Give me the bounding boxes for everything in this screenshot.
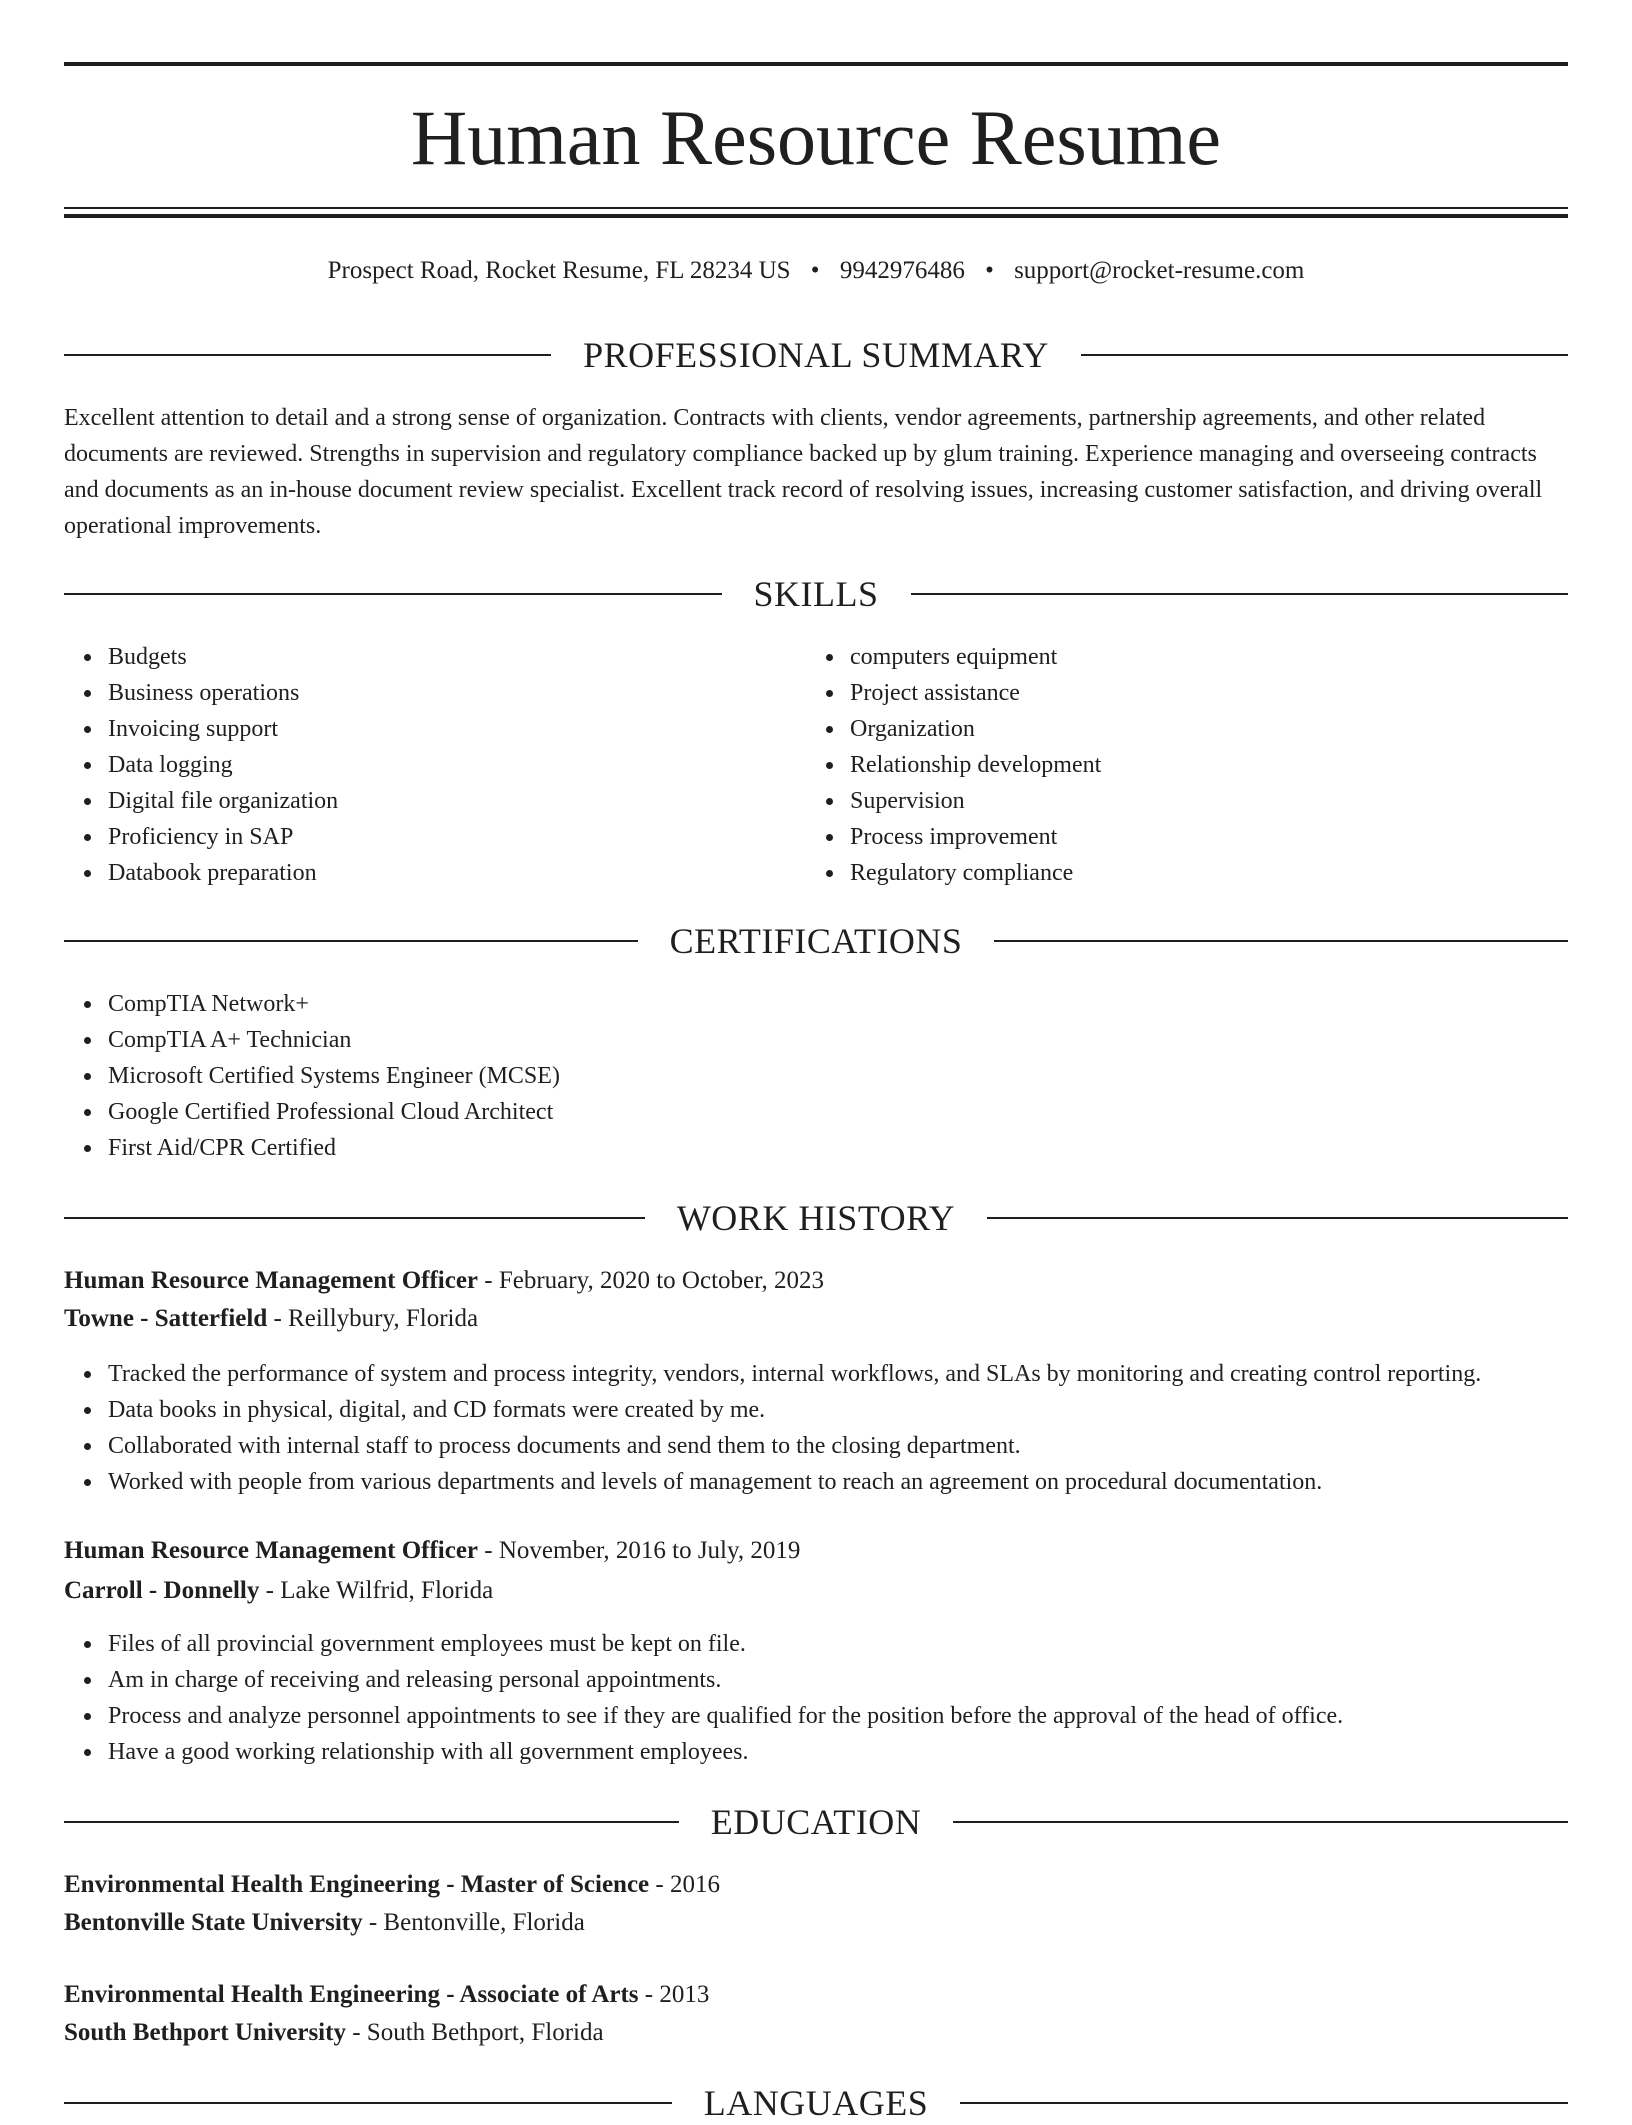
heading-divider bbox=[1081, 354, 1568, 356]
education-year: - 2013 bbox=[638, 1981, 710, 2008]
skill-item: Supervision bbox=[850, 783, 1101, 819]
heading-divider bbox=[64, 1217, 645, 1219]
job-title: Human Resource Management Officer bbox=[64, 1537, 479, 1564]
job-location: - Lake Wilfrid, Florida bbox=[259, 1577, 494, 1604]
heading-divider bbox=[64, 1821, 679, 1823]
contact-separator: • bbox=[810, 257, 820, 284]
certification-item: CompTIA A+ Technician bbox=[108, 1022, 560, 1058]
section-title: EDUCATION bbox=[710, 1802, 922, 1842]
skill-item: Budgets bbox=[108, 639, 338, 675]
job-company: Towne - Satterfield bbox=[64, 1305, 268, 1332]
job-dates: - February, 2020 to October, 2023 bbox=[478, 1267, 824, 1294]
education-school-line bbox=[64, 1904, 1568, 1942]
section-title: LANGUAGES bbox=[703, 2083, 929, 2123]
heading-divider bbox=[987, 1217, 1568, 1219]
heading-divider bbox=[911, 593, 1569, 595]
section-title: WORK HISTORY bbox=[676, 1198, 956, 1238]
contact-email: support@rocket-resume.com bbox=[1014, 257, 1305, 284]
contact-separator: • bbox=[985, 257, 994, 284]
section-heading-languages bbox=[64, 2081, 1568, 2125]
skill-item: Invoicing support bbox=[108, 711, 338, 747]
top-rule bbox=[64, 62, 1568, 66]
title-underline-upper bbox=[64, 207, 1568, 209]
section-heading-summary bbox=[64, 333, 1568, 377]
skill-item: Databook preparation bbox=[108, 855, 338, 891]
job-title-line bbox=[64, 1532, 1568, 1570]
education-degree: Environmental Health Engineering - Master of Science bbox=[64, 1871, 650, 1898]
education-degree: Environmental Health Engineering - Associate of Arts bbox=[64, 1981, 639, 2008]
section-title: PROFESSIONAL SUMMARY bbox=[583, 335, 1049, 375]
job-duty-item: Files of all provincial government employees must be kept on file. bbox=[108, 1626, 1343, 1662]
job-duty-item: Worked with people from various departments and levels of management to reach an agreement on procedural documentation. bbox=[108, 1464, 1481, 1500]
job-duty-item: Collaborated with internal staff to process documents and send them to the closing department. bbox=[108, 1428, 1481, 1464]
skill-item: Process improvement bbox=[850, 819, 1101, 855]
certification-item: Google Certified Professional Cloud Architect bbox=[108, 1094, 560, 1130]
skills-list-right bbox=[806, 639, 1101, 891]
section-heading-certifications bbox=[64, 919, 1568, 963]
skill-item: Relationship development bbox=[850, 747, 1101, 783]
job-duties-list bbox=[64, 1626, 1343, 1770]
section-title: SKILLS bbox=[753, 574, 879, 614]
job-duty-item: Data books in physical, digital, and CD formats were created by me. bbox=[108, 1392, 1481, 1428]
heading-divider bbox=[64, 940, 638, 942]
job-company: Carroll - Donnelly bbox=[64, 1577, 260, 1604]
heading-divider bbox=[64, 354, 551, 356]
job-duty-item: Have a good working relationship with all government employees. bbox=[108, 1734, 1343, 1770]
heading-divider bbox=[960, 2102, 1568, 2104]
job-location: - Reillybury, Florida bbox=[267, 1305, 479, 1332]
contact-phone: 9942976486 bbox=[839, 257, 965, 284]
heading-divider bbox=[64, 593, 722, 595]
job-title: Human Resource Management Officer bbox=[64, 1267, 479, 1294]
education-school: Bentonville State University bbox=[64, 1909, 363, 1936]
certification-item: CompTIA Network+ bbox=[108, 986, 560, 1022]
skill-item: Data logging bbox=[108, 747, 338, 783]
skill-item: Regulatory compliance bbox=[850, 855, 1101, 891]
contact-line bbox=[64, 253, 1568, 289]
education-year: - 2016 bbox=[649, 1871, 720, 1898]
job-company-line bbox=[64, 1572, 1568, 1610]
certification-item: First Aid/CPR Certified bbox=[108, 1130, 560, 1166]
job-duties-list bbox=[64, 1356, 1481, 1500]
section-title: CERTIFICATIONS bbox=[669, 921, 963, 961]
certifications-list bbox=[64, 986, 560, 1166]
heading-divider bbox=[994, 940, 1568, 942]
heading-divider bbox=[953, 1821, 1568, 1823]
document-title: Human Resource Resume bbox=[410, 94, 1222, 181]
skill-item: Organization bbox=[850, 711, 1101, 747]
education-degree-line bbox=[64, 1866, 1568, 1904]
section-heading-skills bbox=[64, 572, 1568, 616]
section-heading-education bbox=[64, 1800, 1568, 1844]
job-company-line bbox=[64, 1300, 1568, 1338]
job-dates: - November, 2016 to July, 2019 bbox=[478, 1537, 801, 1564]
skill-item: Business operations bbox=[108, 675, 338, 711]
education-location: - South Bethport, Florida bbox=[345, 2019, 604, 2046]
job-title-line bbox=[64, 1262, 1568, 1300]
skill-item: Digital file organization bbox=[108, 783, 338, 819]
skill-item: Project assistance bbox=[850, 675, 1101, 711]
summary-text: Excellent attention to detail and a strong sense of organization. Contracts with clients, vendor agreements, partnership agreements, and other related documents are reviewed. Strengths in supervision and regulatory compliance backed up by glum training. Experience managing and overseeing contracts and documents as an in-house document review specialist. Excellent track record of resolving issues, increasing customer satisfaction, and driving overall operational improvements. bbox=[64, 405, 1543, 539]
education-school-line bbox=[64, 2014, 1568, 2052]
job-duty-item: Process and analyze personnel appointments to see if they are qualified for the position before the approval of the head of office. bbox=[108, 1698, 1343, 1734]
education-school: South Bethport University bbox=[64, 2019, 346, 2046]
contact-address: Prospect Road, Rocket Resume, FL 28234 US bbox=[327, 257, 791, 284]
education-degree-line bbox=[64, 1976, 1568, 2014]
certification-item: Microsoft Certified Systems Engineer (MCSE) bbox=[108, 1058, 560, 1094]
skills-list-left bbox=[64, 639, 338, 891]
skill-item: computers equipment bbox=[850, 639, 1101, 675]
skill-item: Proficiency in SAP bbox=[108, 819, 338, 855]
section-heading-work-history bbox=[64, 1196, 1568, 1240]
job-duty-item: Am in charge of receiving and releasing personal appointments. bbox=[108, 1662, 1343, 1698]
job-duty-item: Tracked the performance of system and process integrity, vendors, internal workflows, and SLAs by monitoring and creating control reporting. bbox=[108, 1356, 1481, 1392]
heading-divider bbox=[64, 2102, 672, 2104]
education-location: - Bentonville, Florida bbox=[362, 1909, 585, 1936]
title-underline-lower bbox=[64, 214, 1568, 218]
